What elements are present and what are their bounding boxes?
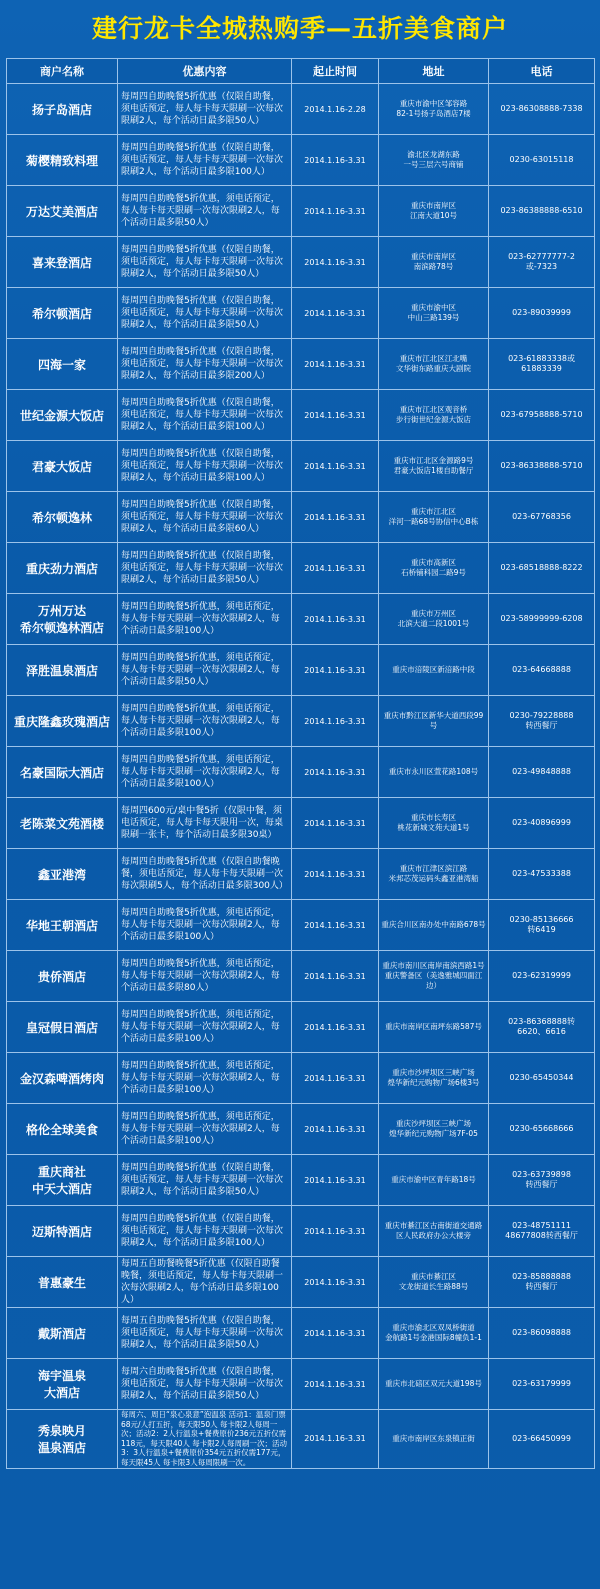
promo-period: 2014.1.16-3.31 [292,492,379,543]
merchant-name-line: 重庆商社 [37,1165,86,1179]
merchant-address-line: 桃花新城文苑大道1号 [397,823,470,832]
merchant-address-line: 文龙街道长生路88号 [398,1282,469,1291]
table-row [7,543,595,594]
table-row [7,798,595,849]
page-title: 建行龙卡全城热购季—五折美食商户 [91,14,508,43]
merchant-address-line: 洋河一路68号协信中心B栋 [388,517,479,526]
offer-details: 每周四自助晚餐5折优惠（仅限自助餐，须电话预定，每人每卡每天限刷一次每次限刷2人，每个活动日最多限50人） [118,543,292,594]
table-row [7,900,595,951]
merchant-address-line: 重庆市黔江区新华大道西段99号 [383,711,484,730]
merchant-name-line: 万达艾美酒店 [25,204,98,219]
merchant-phone [489,696,595,747]
merchant-address [379,339,489,390]
offer-details: 每周四自助晚餐5折优惠（仅限自助餐，须电话预定，每人每卡每天限刷一次每次限刷2人，每个活动日最多限100人） [118,390,292,441]
merchant-name-line: 普惠豪生 [37,1275,86,1290]
merchant-address-line: 渝北区龙湖东路 [407,150,460,159]
merchant-phone [489,951,595,1002]
promo-period: 2014.1.16-3.31 [292,1053,379,1104]
merchant-phone [489,84,595,135]
merchant-address-line: 重庆合川区南办处中南路678号 [381,920,486,929]
merchant-phone-line: 023-61883338或 [508,353,575,363]
merchant-address-line: 重庆警备区（美逸雅城四面江边） [384,971,483,990]
merchant-address [379,135,489,186]
merchant-address [379,1206,489,1257]
merchant-phone [489,237,595,288]
merchant-address [379,84,489,135]
merchant-phone [489,798,595,849]
merchant-phone-line: 023-68518888-8222 [500,562,583,572]
promo-period: 2014.1.16-3.31 [292,1257,379,1308]
table-row [7,1410,595,1469]
merchant-name-line: 温泉酒店 [37,1440,86,1455]
offer-details: 每周四自助晚餐5折优惠，须电话预定，每人每卡每天限刷一次每次限刷2人，每个活动日最多限100人） [118,594,292,645]
promo-period: 2014.1.16-3.31 [292,594,379,645]
promo-period: 2014.1.16-3.31 [292,1410,379,1469]
promo-period: 2014.1.16-3.31 [292,951,379,1002]
merchant-address-line: 南滨路78号 [413,262,454,271]
merchant-name-line: 希尔顿酒店 [31,306,92,321]
offer-details: 每周四自助晚餐5折优惠，须电话预定，每人每卡每天限刷一次每次限刷2人，每个活动日最多限100人） [118,1053,292,1104]
merchant-phone [489,1155,595,1206]
merchant-phone-line: 023-89039999 [512,307,571,317]
table-row [7,339,595,390]
merchant-name-line: 四海一家 [37,357,86,372]
merchant-address [379,1053,489,1104]
table-row [7,696,595,747]
offer-details: 每周六、周日“泉心泉意”泡温泉 活动1：温泉门票68元/人打五折，每天限50人 每卡限2人每周一次；活动2：2人行温泉+餐费原价236元五折仅需118元，每天限40人 每卡限2人每周刷一次；活动3：3人行温泉+餐费原价354元五折仅需177元，每天限45人 每卡限3人每周限刷一次。 [118,1410,292,1469]
offer-details: 每周四自助晚餐5折优惠，须电话预定，每人每卡每天限刷一次每次限刷2人，每个活动日最多限100人） [118,747,292,798]
merchant-address [379,441,489,492]
promo-period: 2014.1.16-3.31 [292,390,379,441]
merchant-address [379,849,489,900]
merchant-phone-line: 023-62777777-2 [508,251,575,261]
merchant-name [7,1206,118,1257]
merchant-address-line: 重庆市南岸区南坪东路587号 [385,1022,482,1031]
merchant-name-line: 鑫亚港湾 [37,867,86,882]
merchant-phone-line: 023-40896999 [512,817,571,827]
merchant-name-line: 重庆劲力酒店 [25,561,98,576]
merchant-name-line: 世纪金源大饭店 [19,408,104,423]
merchant-name [7,84,118,135]
table-body [7,84,595,1469]
merchant-address-line: 文华街东路重庆大剧院 [396,364,471,373]
merchant-address-line: 金航路1号金港国际8幢负1-1 [385,1333,482,1342]
merchant-phone-line: 48677808转西餐厅 [505,1231,578,1240]
merchant-phone-line: 023-66450999 [512,1433,571,1443]
merchant-phone-line: 023-64668888 [512,664,571,674]
merchant-phone-line: 023-63179999 [512,1378,571,1388]
merchant-name-line: 名豪国际大酒店 [19,765,104,780]
promo-period: 2014.1.16-3.31 [292,543,379,594]
offer-details: 每周四自助晚餐5折优惠，须电话预定，每人每卡每天限刷一次每次限刷2人，每个活动日最多限100人） [118,900,292,951]
merchant-address [379,1002,489,1053]
merchant-address-line: 重庆市江北区江北嘴 [399,354,468,363]
merchant-phone-line: 023-86388888-6510 [500,205,583,215]
merchant-phone [489,1410,595,1469]
merchant-address [379,1410,489,1469]
merchant-name-line: 重庆隆鑫玫瑰酒店 [13,714,110,729]
offer-details: 每周四自助晚餐5折优惠（仅限自助餐，须电话预定，每人每卡每天限刷一次每次限刷2人，每个活动日最多限50人） [118,288,292,339]
table-row [7,237,595,288]
merchant-address-line: 重庆市江北区 [411,507,456,516]
merchant-address-line: 煌华新纪元购物广场6楼3号 [387,1078,480,1087]
promo-period: 2014.1.16-3.31 [292,1359,379,1410]
merchant-address [379,390,489,441]
merchant-address-line: 重庆市渝中区邹容路 [399,99,468,108]
merchant-phone [489,1257,595,1308]
promo-period: 2014.1.16-3.31 [292,288,379,339]
merchant-name [7,237,118,288]
merchant-phone-line: 0230-79228888 [509,710,574,720]
merchant-name [7,1257,118,1308]
merchant-address-line: 北滨大道二段1001号 [397,619,470,628]
merchant-phone [489,441,595,492]
merchant-name [7,186,118,237]
offer-details: 每周四自助晚餐5折优惠（仅限自助餐，须电话预定，每人每卡每天限刷一次每次限刷2人，每个活动日最多限100人） [118,441,292,492]
merchant-name [7,696,118,747]
merchant-name [7,288,118,339]
offer-details: 每周四自助晚餐5折优惠，须电话预定，每人每卡每天限刷一次每次限刷2人，每个活动日最多限80人） [118,951,292,1002]
merchant-phone [489,1053,595,1104]
merchant-name-line: 菊樱精致料理 [25,153,98,168]
merchant-phone [489,1104,595,1155]
merchant-phone-line: 转西餐厅 [525,721,558,730]
merchant-address-line: 重庆市高新区 [411,558,456,567]
merchant-name [7,594,118,645]
table-row [7,747,595,798]
merchant-address [379,1359,489,1410]
promo-period: 2014.1.16-3.31 [292,645,379,696]
merchant-address-line: 重庆市万州区 [411,609,456,618]
merchant-address-line: 重庆市渝北区双凤桥街道 [392,1323,475,1332]
merchant-name-line: 海宇温泉 [37,1369,86,1383]
offer-details: 每周四自助晚餐5折优惠，须电话预定，每人每卡每天限刷一次每次限刷2人，每个活动日最多限100人） [118,1104,292,1155]
promo-period: 2014.1.16-3.31 [292,798,379,849]
merchant-address [379,594,489,645]
merchant-phone-line: 0230-63015118 [509,154,574,164]
merchant-phone-line: 61883339 [521,364,562,373]
merchant-name [7,951,118,1002]
merchant-address-line: 重庆市江北区观音桥 [399,405,468,414]
column-header-offer: 优惠内容 [118,59,292,84]
offer-details: 每周四自助晚餐5折优惠（仅限自助餐，须电话预定，每人每卡每天限刷一次每次限刷2人，每个活动日最多限100人） [118,1206,292,1257]
merchant-address-line: 重庆市南川区南岸南滨西路1号 [382,961,485,970]
table-row [7,84,595,135]
merchant-phone [489,543,595,594]
merchant-address-line: 君豪大饭店1楼自助餐厅 [393,466,474,475]
column-header-name: 商户名称 [7,59,118,84]
merchant-address-line: 石桥铺科园二路9号 [401,568,466,577]
offer-details: 每周四自助晚餐5折优惠（仅限自助餐，须电话预定，每人每卡每天限刷一次每次限刷2人，每个活动日最多限50人） [118,1155,292,1206]
table-row [7,1308,595,1359]
table-row [7,492,595,543]
offer-details: 每周五自助晚餐5折优惠（仅限自助餐，须电话预定，每人每卡每天限刷一次每次限刷2人，每个活动日最多限50人） [118,1308,292,1359]
offer-details: 每周六自助晚餐5折优惠（仅限自助餐，须电话预定，每人每卡每天限刷一次每次限刷2人，每个活动日最多限50人） [118,1359,292,1410]
merchant-address-line: 重庆市綦江区古南街道交通路 [384,1221,483,1230]
merchant-address [379,237,489,288]
offer-details: 每周四自助晚餐5折优惠，须电话预定，每人每卡每天限刷一次每次限刷2人，每个活动日最多限50人） [118,186,292,237]
merchant-address-line: 82-1号扬子岛酒店7楼 [396,109,471,118]
merchant-phone [489,849,595,900]
merchant-phone-line: 023-58999999-6208 [500,613,583,623]
merchant-name-line: 金汉森啤酒烤肉 [19,1071,104,1086]
promo-period: 2014.1.16-2.28 [292,84,379,135]
merchant-name-line: 希尔顿逸林酒店 [19,621,104,635]
table-row [7,186,595,237]
table-row [7,951,595,1002]
offer-details: 每周四自助晚餐5折优惠（仅限自助餐，须电话预定，每人每卡每天限刷一次每次限刷2人，每个活动日最多限200人） [118,339,292,390]
merchant-phone [489,339,595,390]
merchant-address-line: 重庆市江津区滨江路 [399,864,468,873]
merchant-phone-line: 转西餐厅 [525,1282,558,1291]
merchant-name-line: 扬子岛酒店 [31,102,92,117]
merchant-name-line: 戴斯酒店 [37,1326,86,1341]
offer-details: 每周四自助晚餐5折优惠，须电话预定，每人每卡每天限刷一次每次限刷2人，每个活动日最多限50人） [118,645,292,696]
promo-period: 2014.1.16-3.31 [292,747,379,798]
merchant-address-line: 重庆市南岸区东泉镇正街 [392,1433,475,1443]
merchant-name-line: 贵侨酒店 [37,969,86,984]
merchant-phone-line: 023-67958888-5710 [500,409,583,419]
table-row [7,441,595,492]
merchant-name [7,1104,118,1155]
merchant-name [7,798,118,849]
merchant-name [7,543,118,594]
merchant-name-line: 老陈菜文苑酒楼 [19,816,104,831]
merchant-phone [489,186,595,237]
merchant-address-line: 重庆市北碚区双元大道198号 [385,1379,482,1388]
merchant-address-line: 一号三层六号商铺 [403,160,464,169]
merchant-address-line: 重庆市渝中区青年路18号 [391,1175,476,1184]
merchant-name-line: 秀泉映月 [37,1423,86,1438]
offer-details: 每周四自助晚餐5折优惠（仅限自助餐，须电话预定，每人每卡每天限刷一次每次限刷2人，每个活动日最多限100人） [118,135,292,186]
table-row [7,594,595,645]
table-row [7,1359,595,1410]
merchant-phone-line: 023-86308888-7338 [500,103,583,113]
merchant-phone-line: 转6419 [527,925,556,934]
merchant-name-line: 华地王朝酒店 [25,918,98,933]
promo-period: 2014.1.16-3.31 [292,1155,379,1206]
merchant-address [379,900,489,951]
merchant-name-line: 泽胜温泉酒店 [25,663,98,678]
merchant-address [379,747,489,798]
merchant-phone [489,900,595,951]
merchant-address-line: 重庆市綦江区 [411,1272,456,1281]
merchant-address-line: 重庆沙坪坝区三峡广场 [396,1119,471,1128]
column-header-address: 地址 [379,59,489,84]
offer-details: 每周四自助晚餐5折优惠（仅限自助餐，须电话预定，每人每卡每天限刷一次每次限刷2人，每个活动日最多限60人） [118,492,292,543]
table-row [7,1155,595,1206]
merchant-address [379,696,489,747]
merchant-name [7,441,118,492]
merchant-name [7,390,118,441]
table-row [7,1104,595,1155]
table-row [7,1053,595,1104]
merchant-address [379,1257,489,1308]
merchant-name [7,135,118,186]
merchant-phone-line: 023-67768356 [512,511,571,521]
merchant-phone-line: 或-7323 [525,262,558,271]
promo-period: 2014.1.16-3.31 [292,849,379,900]
merchant-phone-line: 转西餐厅 [525,1180,558,1189]
merchant-address [379,1104,489,1155]
promo-period: 2014.1.16-3.31 [292,339,379,390]
table-row [7,1002,595,1053]
promo-period: 2014.1.16-3.31 [292,1104,379,1155]
merchant-address [379,1155,489,1206]
merchant-phone-line: 023-48751111 [512,1220,571,1230]
table-row [7,849,595,900]
merchant-name [7,645,118,696]
table-row [7,288,595,339]
merchant-address [379,1308,489,1359]
merchant-address-line: 中山三路139号 [407,313,460,322]
merchant-address [379,645,489,696]
merchant-name [7,1053,118,1104]
merchant-phone [489,492,595,543]
merchant-name [7,849,118,900]
merchant-address-line: 煌华新纪元购物广场7F-05 [389,1129,478,1138]
promo-period: 2014.1.16-3.31 [292,1206,379,1257]
merchant-name [7,1002,118,1053]
merchant-phone [489,747,595,798]
merchant-phone [489,1308,595,1359]
merchant-name [7,492,118,543]
merchant-address-line: 重庆市江北区金源路9号 [393,456,474,465]
offer-details: 每周四自助晚餐5折优惠，须电话预定，每人每卡每天限刷一次每次限刷2人，每个活动日最多限100人） [118,1002,292,1053]
merchant-name-line: 中天大酒店 [31,1182,92,1196]
offer-details: 每周四自助晚餐5折优惠，须电话预定，每人每卡每天限刷一次每次限刷2人，每个活动日最多限100人） [118,696,292,747]
merchant-phone-line: 0230-85136666 [509,914,574,924]
merchant-address-line: 重庆市南岸区 [411,252,456,261]
merchant-phone-line: 023-47533388 [512,868,571,878]
offer-details: 每周四600元/桌中餐5折（仅限中餐，须电话预定，每人每卡每天限用一次，每桌限刷一张卡，每个活动日最多限30桌） [118,798,292,849]
table-row [7,645,595,696]
promo-period: 2014.1.16-3.31 [292,441,379,492]
merchant-phone [489,288,595,339]
offer-details: 每周四自助晚餐5折优惠（仅限自助餐，须电话预定，每人每卡每天限刷一次每次限刷2人，每个活动日最多限50人） [118,237,292,288]
merchant-address [379,186,489,237]
merchant-phone [489,1002,595,1053]
table-header-row [7,59,595,84]
merchant-name [7,339,118,390]
merchant-phone [489,594,595,645]
merchant-name-line: 希尔顿逸林 [31,510,92,525]
offer-details: 每周五自助餐晚餐5折优惠（仅限自助餐晚餐，须电话预定，每人每卡每天限刷一次每次限刷2人，每个活动日最多限100人） [118,1257,292,1308]
promo-period: 2014.1.16-3.31 [292,186,379,237]
merchant-name-line: 万州万达 [37,604,86,618]
merchant-phone-line: 023-49848888 [512,766,571,776]
merchant-name-line: 迈斯特酒店 [31,1224,92,1239]
promo-period: 2014.1.16-3.31 [292,1002,379,1053]
merchant-name-line: 喜来登酒店 [31,255,92,270]
merchant-address-line: 重庆市沙坪坝区三峡广场 [392,1068,475,1077]
merchant-phone-line: 023-86368888转 [508,1016,575,1026]
merchant-name [7,1155,118,1206]
merchant-address [379,543,489,594]
merchant-name [7,747,118,798]
merchant-name [7,900,118,951]
merchant-address [379,288,489,339]
merchant-table [6,58,595,1469]
merchant-address-line: 重庆市涪陵区新涪路中段 [392,665,475,674]
table-row [7,1206,595,1257]
merchant-phone-line: 6620、6616 [517,1027,566,1036]
merchant-name [7,1410,118,1469]
column-header-phone: 电话 [489,59,595,84]
merchant-phone [489,1206,595,1257]
merchant-address [379,951,489,1002]
merchant-phone-line: 023-85888888 [512,1271,571,1281]
merchant-phone-line: 023-63739898 [512,1169,571,1179]
table-row [7,390,595,441]
merchant-address-line: 重庆市长寿区 [411,813,456,822]
merchant-name-line: 大酒店 [43,1386,80,1400]
merchant-name-line: 君豪大饭店 [31,459,92,474]
merchant-name-line: 格伦全球美食 [25,1122,98,1137]
table-row [7,1257,595,1308]
merchant-address-line: 重庆市永川区萱花路108号 [388,767,479,776]
merchant-phone [489,135,595,186]
promo-period: 2014.1.16-3.31 [292,135,379,186]
merchant-name [7,1308,118,1359]
merchant-address-line: 重庆市渝中区 [411,303,456,312]
merchant-phone-line: 023-62319999 [512,970,571,980]
merchant-address [379,492,489,543]
merchant-phone-line: 023-86338888-5710 [500,460,583,470]
promo-period: 2014.1.16-3.31 [292,900,379,951]
merchant-address [379,798,489,849]
offer-details: 每周四自助晚餐5折优惠（仅限自助餐晚餐，须电话预定，每人每卡每天限刷一次每次限刷5人，每个活动日最多限300人） [118,849,292,900]
merchant-phone-line: 023-86098888 [512,1327,571,1337]
merchant-name [7,1359,118,1410]
merchant-address-line: 重庆市南岸区 [411,201,456,210]
merchant-phone [489,1359,595,1410]
merchant-phone [489,645,595,696]
offer-details: 每周四自助晚餐5折优惠（仅限自助餐，须电话预定，每人每卡每天限刷一次每次限刷2人，每个活动日最多限50人） [118,84,292,135]
promo-period: 2014.1.16-3.31 [292,237,379,288]
column-header-period: 起止时间 [292,59,379,84]
merchant-name-line: 皇冠假日酒店 [25,1020,98,1035]
merchant-address-line: 江南大道10号 [409,211,458,220]
merchant-address-line: 米邦芯茂运码头鑫亚港湾船 [388,874,479,883]
merchant-address-line: 步行街世纪金源大饭店 [396,415,471,424]
table-row [7,135,595,186]
promo-period: 2014.1.16-3.31 [292,1308,379,1359]
merchant-phone-line: 0230-65450344 [509,1072,574,1082]
promo-period: 2014.1.16-3.31 [292,696,379,747]
merchant-address-line: 区人民政府办公大楼旁 [396,1231,471,1240]
merchant-phone-line: 0230-65668666 [509,1123,574,1133]
merchant-phone [489,390,595,441]
